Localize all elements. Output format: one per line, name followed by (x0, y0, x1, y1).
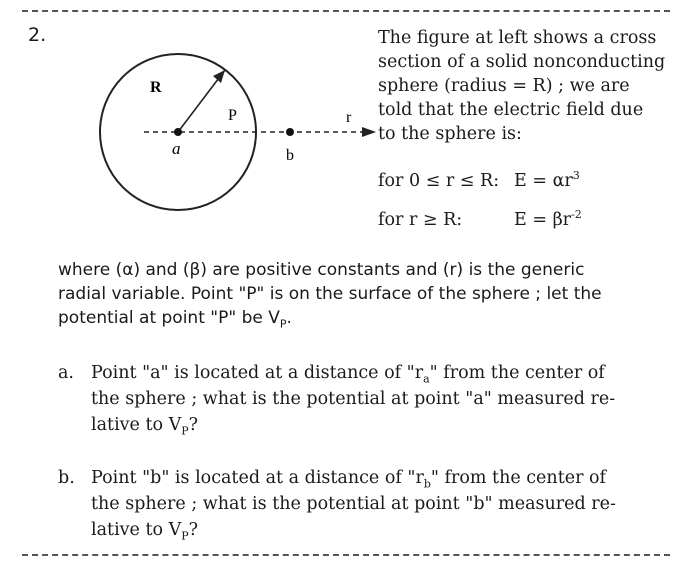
sphere-figure (50, 52, 380, 232)
description-paragraph (58, 258, 678, 330)
equation-outside (378, 210, 582, 230)
equation-condition: for r ≥ R: (378, 210, 463, 230)
r-direction-arrowhead (362, 127, 376, 137)
center-dot (174, 128, 182, 136)
part-a-line (58, 412, 678, 438)
description-line: where (α) and (β) are positive constants and (r) is the generic (58, 260, 585, 280)
equation-expression: E = αr (514, 171, 573, 191)
part-a-subscript: a (423, 372, 430, 386)
equation-inside (378, 171, 580, 191)
label-a: a (172, 139, 181, 158)
part-b-line (58, 517, 678, 543)
part-b-text: lative to V (91, 520, 182, 540)
equation-exponent: 3 (572, 169, 580, 183)
part-a-text: lative to V (91, 415, 182, 435)
description-text: potential at point "P" be V (58, 308, 280, 328)
part-b-subscript: P (181, 529, 189, 543)
part-a-line (58, 360, 678, 386)
description-line: radial variable. Point "P" is on the surface of the sphere ; let the (58, 284, 602, 304)
part-a (58, 360, 678, 438)
part-a-text: " from the center of (429, 363, 605, 383)
description-end: . (286, 308, 292, 328)
part-a-text: ? (188, 415, 199, 435)
part-b-text: ? (188, 520, 199, 540)
part-b-line (58, 465, 678, 491)
intro-line: to the sphere is: (378, 124, 522, 144)
intro-paragraph (378, 26, 678, 146)
part-b-text: " from the center of (430, 468, 607, 488)
point-b-dot (286, 128, 294, 136)
label-R: R (150, 79, 162, 96)
question-number: 2. (28, 24, 47, 46)
bottom-dashed-rule (22, 554, 670, 556)
part-a-text: Point "a" is located at a distance of "r (91, 363, 424, 383)
part-a-label: a. (58, 363, 74, 383)
part-b (58, 465, 678, 543)
equation-expression: E = βr (514, 210, 572, 230)
part-a-line: the sphere ; what is the potential at point "a" measured re- (91, 389, 616, 409)
label-r: r (346, 109, 352, 126)
intro-line: The figure at left shows a cross (378, 28, 657, 48)
top-dashed-rule (22, 10, 670, 12)
intro-line: told that the electric field due (378, 100, 644, 120)
equation-exponent: -2 (571, 208, 582, 222)
radius-arrowhead (213, 70, 225, 83)
label-P: P (228, 107, 237, 124)
part-b-line: the sphere ; what is the potential at point "b" measured re- (91, 494, 616, 514)
part-b-text: Point "b" is located at a distance of "r (91, 468, 424, 488)
part-b-subscript: b (423, 477, 431, 491)
label-b: b (286, 147, 294, 164)
description-line (58, 306, 678, 330)
equation-condition: for 0 ≤ r ≤ R: (378, 171, 500, 191)
part-a-subscript: P (181, 424, 189, 438)
intro-line: sphere (radius = R) ; we are (378, 76, 630, 96)
part-b-label: b. (58, 468, 75, 488)
description-subscript: P (279, 317, 287, 331)
intro-line: section of a solid nonconducting (378, 52, 666, 72)
